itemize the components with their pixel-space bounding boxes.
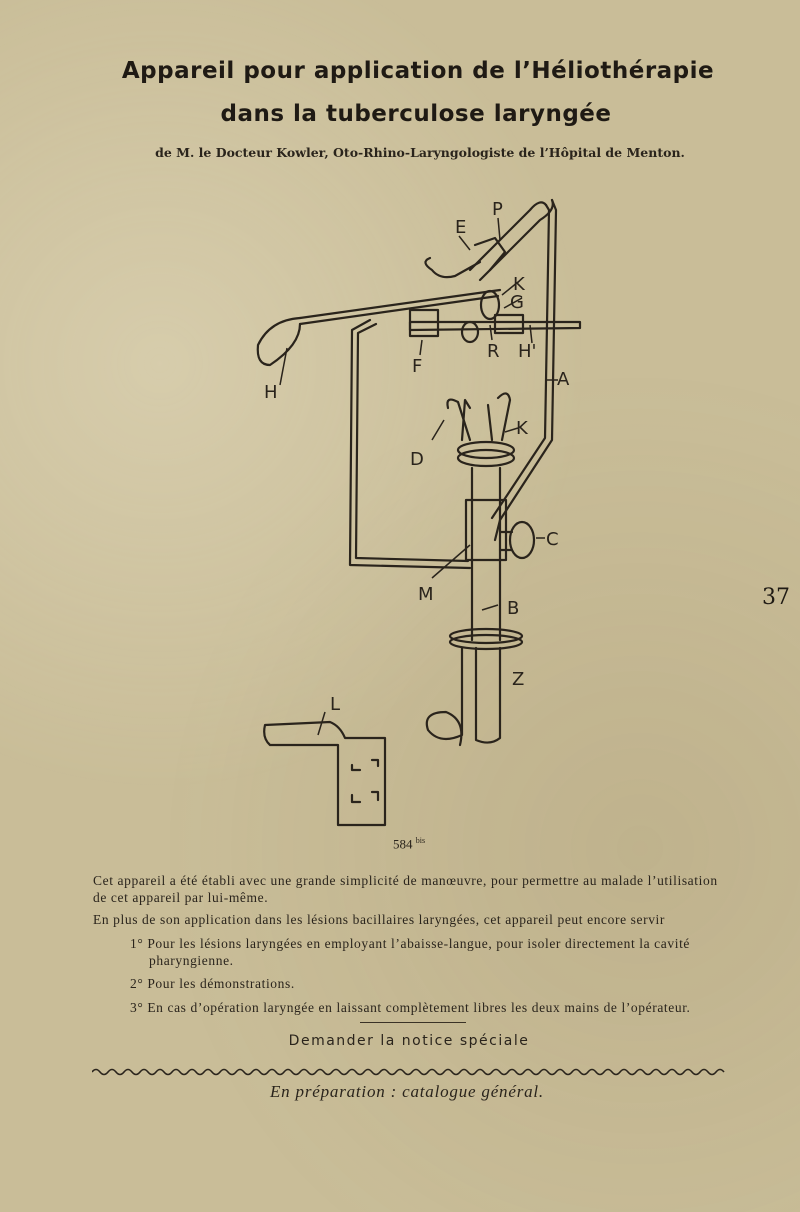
list-item-1: 1° Pour les lésions laryngées en employant l’abaisse-langue, pour isoler directement la cavité pharyngienne.	[130, 936, 691, 968]
figure-label-z: Z	[512, 669, 525, 690]
figure-label-m: M	[418, 584, 434, 605]
list-item-3: 3° En cas d’opération laryngée en laissant complètement libres les deux mains de l’opérateur.	[130, 1000, 691, 1015]
divider-rule	[360, 1022, 466, 1023]
title-line-1: Appareil pour application de l’Héliothérapie	[121, 58, 715, 84]
figure-label-c: C	[546, 529, 559, 550]
footer-note: En préparation : catalogue général.	[270, 1082, 544, 1101]
figure-label-f: F	[412, 356, 423, 377]
author-byline: de M. le Docteur Kowler, Oto-Rhino-Laryngologiste de l’Hôpital de Menton.	[155, 145, 685, 160]
figure-label-p: P	[492, 199, 503, 220]
figure-label-l: L	[330, 694, 341, 715]
wavy-divider	[92, 1066, 728, 1078]
figure-label-k: K	[516, 418, 528, 439]
figure-label-b: B	[507, 598, 520, 619]
title-line-2: dans la tuberculose laryngée	[220, 101, 612, 127]
figure-label-h: H	[264, 382, 278, 403]
figure-label-r: R	[487, 341, 500, 362]
figure-number: 584 $^{bis}$	[393, 836, 426, 852]
page-number: 37	[762, 585, 790, 610]
figure-label-a: A	[557, 369, 570, 390]
paragraph-description: Cet appareil a été établi avec une grande simplicité de manœuvre, pour permettre au malade l’utilisation de cet appareil par lui-même.	[93, 873, 718, 905]
figure-label-h-prime: H'	[518, 341, 537, 362]
figure-label-d: D	[410, 449, 424, 470]
paragraph-uses-intro: En plus de son application dans les lésions bacillaires laryngées, cet appareil peut encore servir	[93, 912, 665, 927]
figure-label-e: E	[455, 217, 467, 238]
list-item-2: 2° Pour les démonstrations.	[130, 976, 295, 991]
figure-label-g: G	[510, 292, 524, 313]
figure-label-k-top: K	[513, 274, 525, 295]
notice-text: Demander la notice spéciale	[288, 1033, 530, 1049]
